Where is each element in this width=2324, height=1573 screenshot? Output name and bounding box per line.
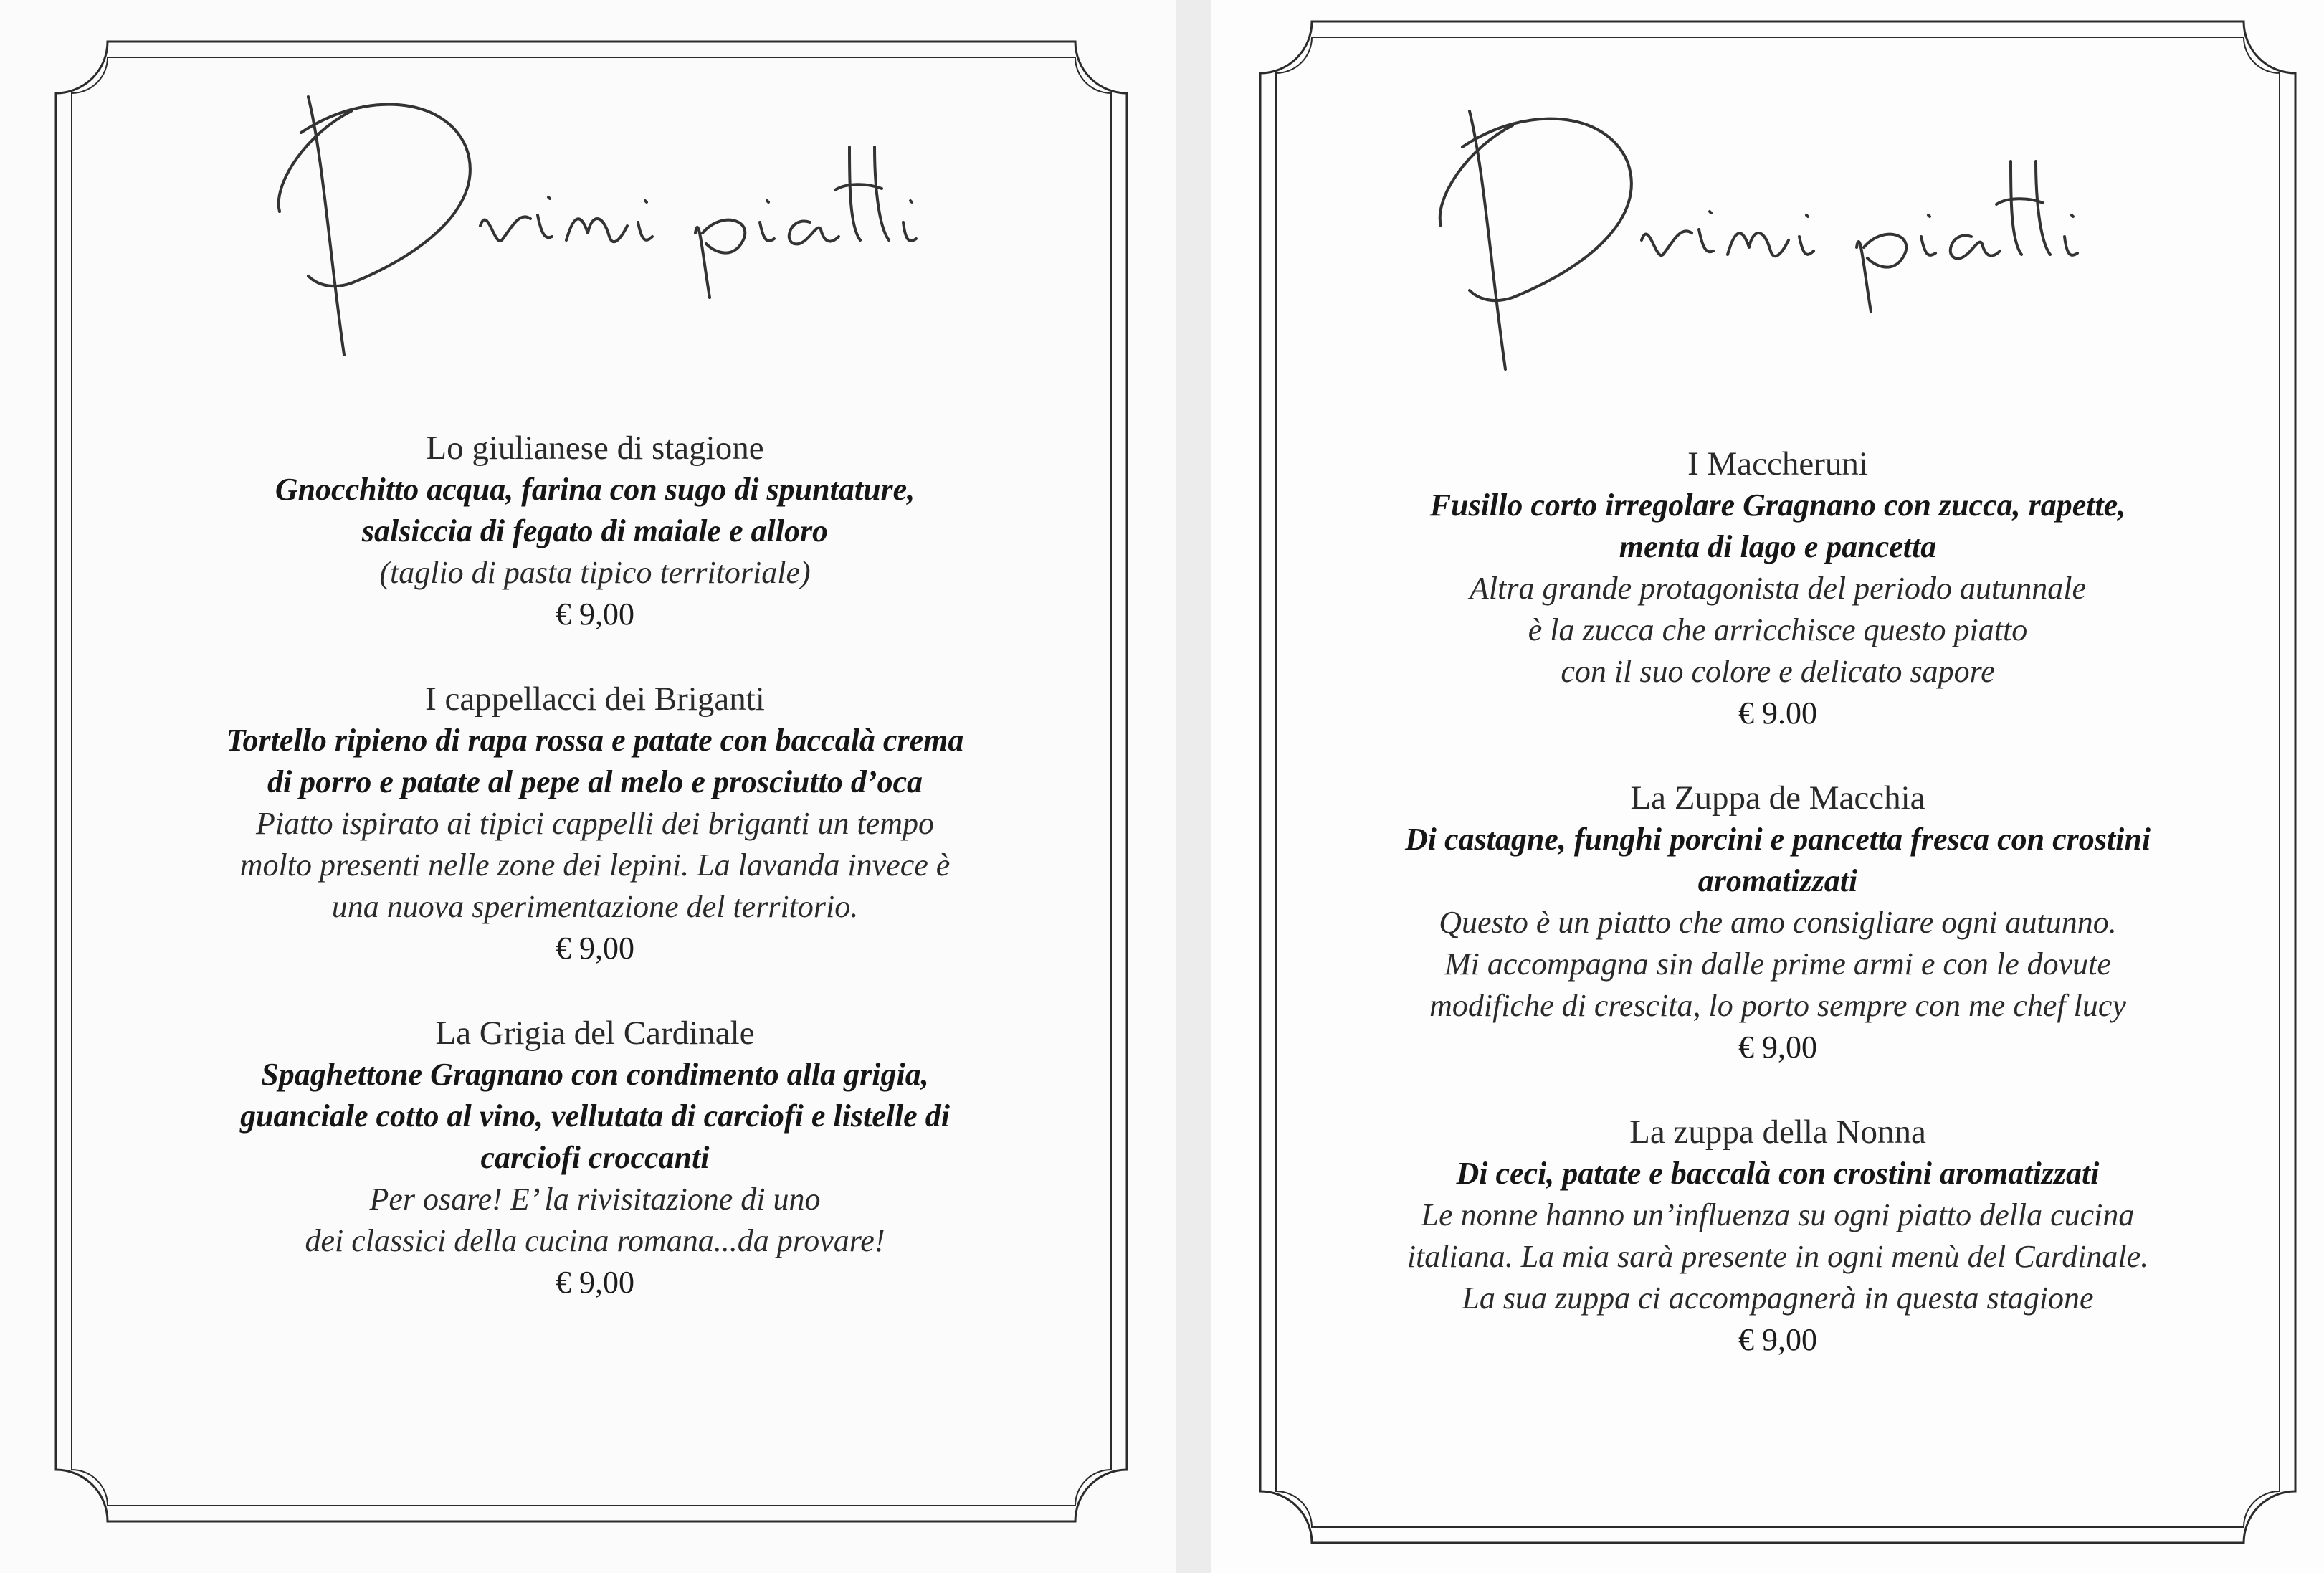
dish-price: € 9.00 bbox=[1738, 695, 1817, 731]
dish-name: La zuppa della Nonna bbox=[1629, 1113, 1926, 1151]
dish-item bbox=[1276, 443, 2280, 734]
dish-name: La Grigia del Cardinale bbox=[435, 1014, 755, 1052]
dish-note: Le nonne hanno un’influenza su ogni piatto della cucina bbox=[1421, 1197, 2135, 1232]
dish-description: Di ceci, patate e baccalà con crostini aromatizzati bbox=[1456, 1156, 2100, 1191]
dish-item bbox=[115, 1012, 1075, 1303]
dish-note: italiana. La mia sarà presente in ogni menù del Cardinale. bbox=[1406, 1239, 2149, 1274]
dish-name: I cappellacci dei Briganti bbox=[425, 680, 765, 718]
dish-price: € 9,00 bbox=[556, 597, 634, 632]
dish-description: Spaghettone Gragnano con condimento alla grigia, bbox=[261, 1057, 929, 1092]
dish-description: Fusillo corto irregolare Gragnano con zucca, rapette, bbox=[1429, 488, 2126, 523]
dish-name: Lo giulianese di stagione bbox=[426, 429, 764, 467]
dish-item bbox=[115, 427, 1075, 635]
dish-item bbox=[1276, 777, 2280, 1068]
dish-description: (taglio di pasta tipico territoriale) bbox=[379, 555, 811, 590]
dish-note: una nuova sperimentazione del territorio. bbox=[331, 889, 859, 924]
dish-description: Gnocchitto acqua, farina con sugo di spuntature, bbox=[275, 472, 915, 507]
dish-item bbox=[1276, 1111, 2280, 1361]
dish-list bbox=[1276, 443, 2280, 1404]
title-script-art bbox=[1427, 82, 2086, 384]
menu-page-right bbox=[1211, 0, 2324, 1573]
dish-description: Di castagne, funghi porcini e pancetta fresca con crostini bbox=[1404, 822, 2151, 857]
dish-note: è la zucca che arricchisce questo piatto bbox=[1528, 612, 2028, 647]
dish-price: € 9,00 bbox=[556, 931, 634, 966]
dish-description: di porro e patate al pepe al melo e prosciutto d’oca bbox=[267, 764, 923, 799]
dish-name: La Zuppa de Macchia bbox=[1630, 779, 1925, 817]
dish-description: Tortello ripieno di rapa rossa e patate con baccalà crema bbox=[226, 723, 964, 758]
dish-list bbox=[115, 427, 1075, 1346]
dish-description: carciofi croccanti bbox=[480, 1140, 710, 1175]
dish-price: € 9,00 bbox=[556, 1265, 634, 1300]
dish-description: aromatizzati bbox=[1697, 863, 1858, 898]
dish-item bbox=[115, 678, 1075, 969]
dish-note: Mi accompagna sin dalle prime armi e con le dovute bbox=[1444, 946, 2111, 982]
dish-note: modifiche di crescita, lo porto sempre con me chef lucy bbox=[1429, 988, 2126, 1023]
dish-description: salsiccia di fegato di maiale e alloro bbox=[361, 513, 829, 548]
dish-note: Altra grande protagonista del periodo autunnale bbox=[1470, 571, 2086, 606]
dish-note: Per osare! E’ la rivisitazione di uno bbox=[369, 1182, 821, 1217]
dish-note: Piatto ispirato ai tipici cappelli dei briganti un tempo bbox=[256, 806, 934, 841]
title-script-art bbox=[265, 68, 925, 369]
dish-note: La sua zuppa ci accompagnerà in questa stagione bbox=[1462, 1280, 2094, 1316]
dish-note: con il suo colore e delicato sapore bbox=[1561, 654, 1995, 689]
dish-note: Questo è un piatto che amo consigliare ogni autunno. bbox=[1439, 905, 2117, 940]
dish-description: guanciale cotto al vino, vellutata di carciofi e listelle di bbox=[240, 1098, 950, 1134]
dish-description: menta di lago e pancetta bbox=[1619, 529, 1937, 564]
dish-note: molto presenti nelle zone dei lepini. La lavanda invece è bbox=[239, 847, 951, 883]
dish-price: € 9,00 bbox=[1738, 1322, 1817, 1357]
dish-price: € 9,00 bbox=[1738, 1030, 1817, 1065]
dish-name: I Maccheruni bbox=[1687, 445, 1868, 483]
dish-note: dei classici della cucina romana...da provare! bbox=[305, 1223, 885, 1258]
